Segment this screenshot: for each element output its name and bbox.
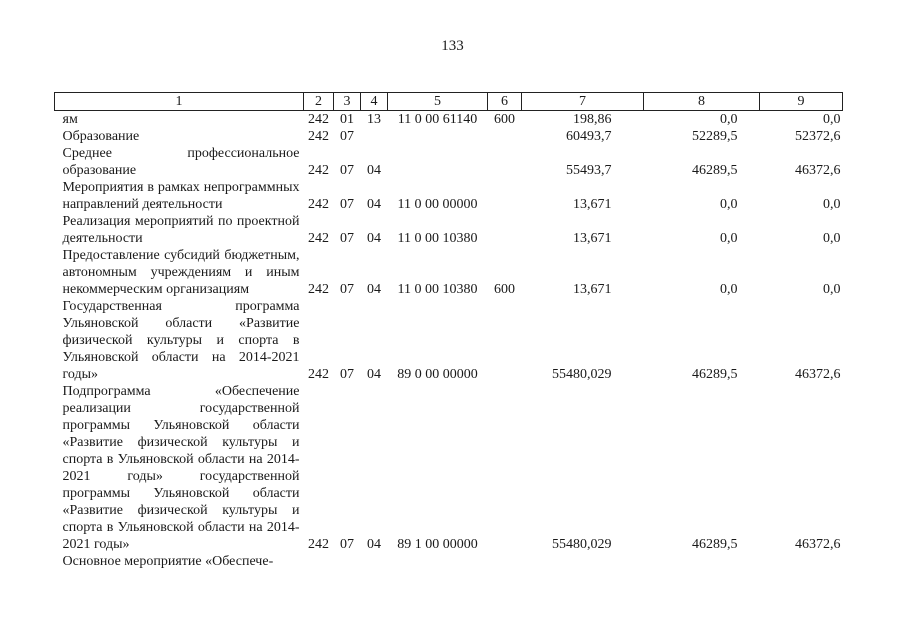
row-amount-cell: 0,0 [720,282,738,297]
column-header: 7 [522,93,644,111]
page-number: 133 [441,38,464,54]
row-name-cell: Мероприятия в рамках непрограммных направлений деятельности [62,180,300,212]
row-name-cell: ям [62,112,78,127]
row-section-cell [334,553,361,570]
row-amount-cell: 13,671 [573,231,612,246]
row-target-article-cell: 89 0 00 00000 [397,367,478,382]
row-amount-cell: 55480,029 [552,367,612,382]
row-target-article-cell [388,145,488,179]
row-section-cell: 07 [340,537,354,552]
row-section-cell: 07 [340,163,354,178]
row-subsection-cell [361,128,388,145]
row-target-article-cell: 11 0 00 61140 [397,112,478,127]
row-amount-cell: 46289,5 [692,537,738,552]
row-amount-cell: 0,0 [823,231,841,246]
row-code-cell: 242 [308,129,329,144]
table-row [55,145,843,179]
table-row [55,383,843,553]
row-target-article-cell: 11 0 00 00000 [397,197,478,212]
row-subsection-cell: 04 [367,197,381,212]
table-body [55,111,843,571]
row-expense-type-cell [488,298,522,383]
row-name-cell: Основное мероприятие «Обеспече- [62,554,274,569]
column-header: 4 [361,93,388,111]
row-subsection-cell: 04 [367,282,381,297]
row-amount-cell [760,553,843,570]
row-expense-type-cell [488,145,522,179]
row-name-cell: Реализация мероприятий по проектной деятельности [62,214,300,246]
row-expense-type-cell [488,213,522,247]
table-row [55,111,843,129]
table-row [55,247,843,298]
row-subsection-cell: 04 [367,163,381,178]
scan-noise-top [0,8,905,10]
row-expense-type-cell [488,553,522,570]
row-code-cell: 242 [308,112,329,127]
column-header: 6 [488,93,522,111]
row-amount-cell: 46372,6 [795,163,841,178]
row-amount-cell: 198,86 [573,112,612,127]
row-code-cell [304,553,334,570]
row-code-cell: 242 [308,231,329,246]
row-amount-cell: 13,671 [573,197,612,212]
column-header: 9 [760,93,843,111]
row-section-cell: 01 [340,112,354,127]
row-code-cell: 242 [308,282,329,297]
row-expense-type-cell [488,179,522,213]
table-row [55,553,843,570]
scan-noise-bottom [0,630,905,632]
row-amount-cell: 0,0 [720,112,738,127]
row-code-cell: 242 [308,163,329,178]
row-amount-cell: 13,671 [573,282,612,297]
table-row [55,213,843,247]
budget-table [54,92,843,570]
row-target-article-cell: 89 1 00 00000 [397,537,478,552]
row-section-cell: 07 [340,231,354,246]
row-amount-cell: 46372,6 [795,537,841,552]
column-header: 5 [388,93,488,111]
row-code-cell: 242 [308,197,329,212]
row-amount-cell: 55493,7 [566,163,612,178]
row-amount-cell: 0,0 [720,197,738,212]
row-section-cell: 07 [340,282,354,297]
table-row [55,128,843,145]
row-subsection-cell: 04 [367,537,381,552]
row-amount-cell: 46289,5 [692,163,738,178]
row-subsection-cell [361,553,388,570]
row-amount-cell: 0,0 [823,197,841,212]
row-amount-cell: 52289,5 [692,129,738,144]
row-code-cell: 242 [308,367,329,382]
row-amount-cell [644,553,760,570]
column-header: 2 [304,93,334,111]
table-row [55,298,843,383]
row-code-cell: 242 [308,537,329,552]
row-target-article-cell: 11 0 00 10380 [397,282,478,297]
row-name-cell: Среднее профессиональное образование [62,146,300,178]
row-amount-cell: 0,0 [823,112,841,127]
row-amount-cell: 46372,6 [795,367,841,382]
row-amount-cell: 55480,029 [552,537,612,552]
row-subsection-cell: 04 [367,231,381,246]
row-amount-cell: 46289,5 [692,367,738,382]
row-subsection-cell: 13 [367,112,381,127]
table-row [55,179,843,213]
column-header-row [55,93,843,111]
row-expense-type-cell [488,128,522,145]
row-name-cell: Государственная программа Ульяновской области «Развитие физической культуры и спорта в Ульяновской области на 2014-2021 годы» [62,299,300,382]
row-amount-cell: 60493,7 [566,129,612,144]
row-section-cell: 07 [340,367,354,382]
row-target-article-cell: 11 0 00 10380 [397,231,478,246]
column-header: 3 [334,93,361,111]
row-name-cell: Предоставление субсидий бюджетным, автономным учреждениям и иным некоммерческим организациям [62,248,300,297]
row-name-cell: Образование [62,129,140,144]
row-amount-cell: 52372,6 [795,129,841,144]
row-subsection-cell: 04 [367,367,381,382]
row-section-cell: 07 [340,129,354,144]
row-expense-type-cell [488,383,522,553]
row-amount-cell [522,553,644,570]
row-amount-cell: 0,0 [823,282,841,297]
row-amount-cell: 0,0 [720,231,738,246]
row-expense-type-cell: 600 [494,112,515,127]
row-name-cell: Подпрограмма «Обеспечение реализации государственной программы Ульяновской области «Развитие физической культуры и спорта в Ульяновской области на 2014-2021 годы» государственной программы Ульяновской области «Развитие физической культуры и спорта в Ульяновской области на 2014-2021 годы» [62,384,300,552]
row-expense-type-cell: 600 [494,282,515,297]
column-header: 1 [55,93,304,111]
row-section-cell: 07 [340,197,354,212]
row-target-article-cell [388,128,488,145]
column-header: 8 [644,93,760,111]
row-target-article-cell [388,553,488,570]
